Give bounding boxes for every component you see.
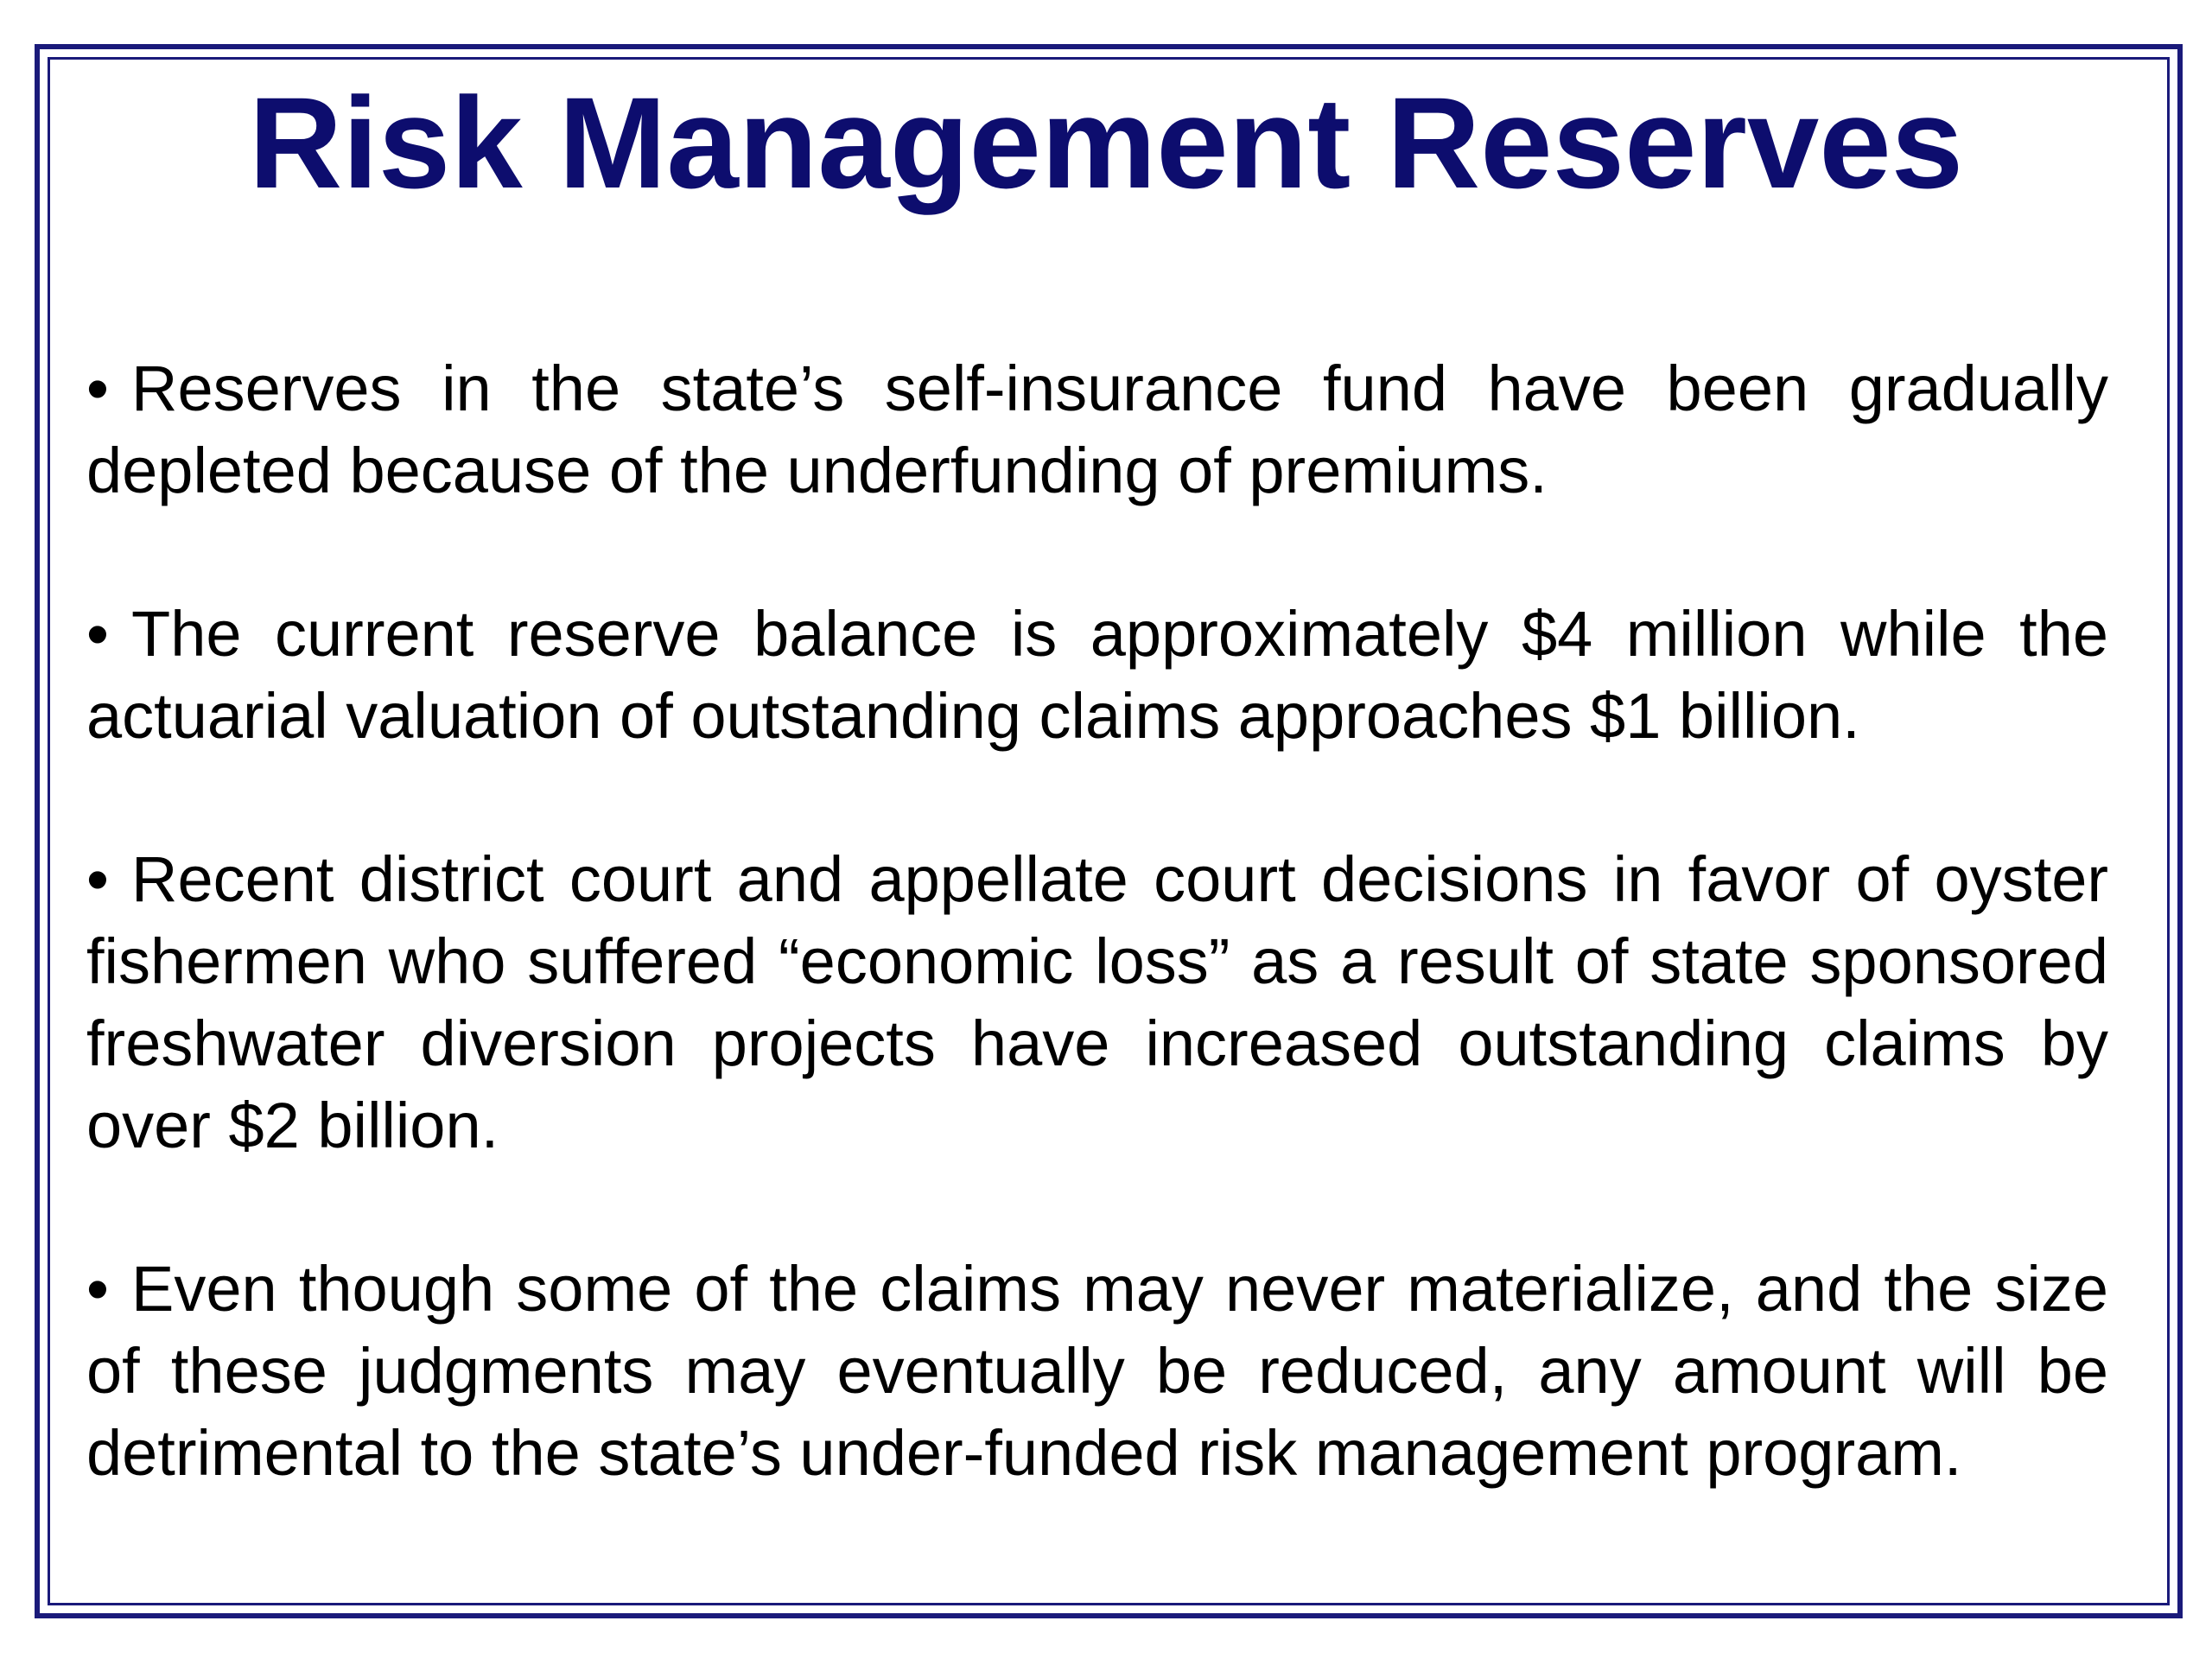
bullet-icon: • — [86, 598, 109, 670]
bullet-icon: • — [86, 353, 109, 424]
bullet-list — [86, 347, 2108, 1494]
bullet-item — [86, 1248, 2108, 1494]
bullet-item — [86, 347, 2108, 512]
bullet-text: Reserves in the state’s self-insurance fund have been gradually depleted because of the underfunding of premiums. — [86, 353, 2108, 506]
bullet-icon: • — [86, 843, 109, 915]
slide-title: Risk Management Reserves — [248, 70, 1964, 215]
bullet-text: The current reserve balance is approximately $4 million while the actuarial valuation of outstanding claims approaches $1 billion. — [86, 598, 2108, 752]
bullet-item — [86, 593, 2108, 757]
bullet-icon: • — [86, 1253, 109, 1325]
bullet-text: Even though some of the claims may never materialize, and the size of these judgments may eventually be reduced, any amount will be detrimental to the state’s under-funded risk management program. — [86, 1253, 2108, 1489]
bullet-text: Recent district court and appellate court decisions in favor of oyster fishermen who suffered “economic loss” as a result of state sponsored freshwater diversion projects have increased outstanding claims by over $2 billion. — [86, 843, 2108, 1161]
bullet-item — [86, 838, 2108, 1166]
